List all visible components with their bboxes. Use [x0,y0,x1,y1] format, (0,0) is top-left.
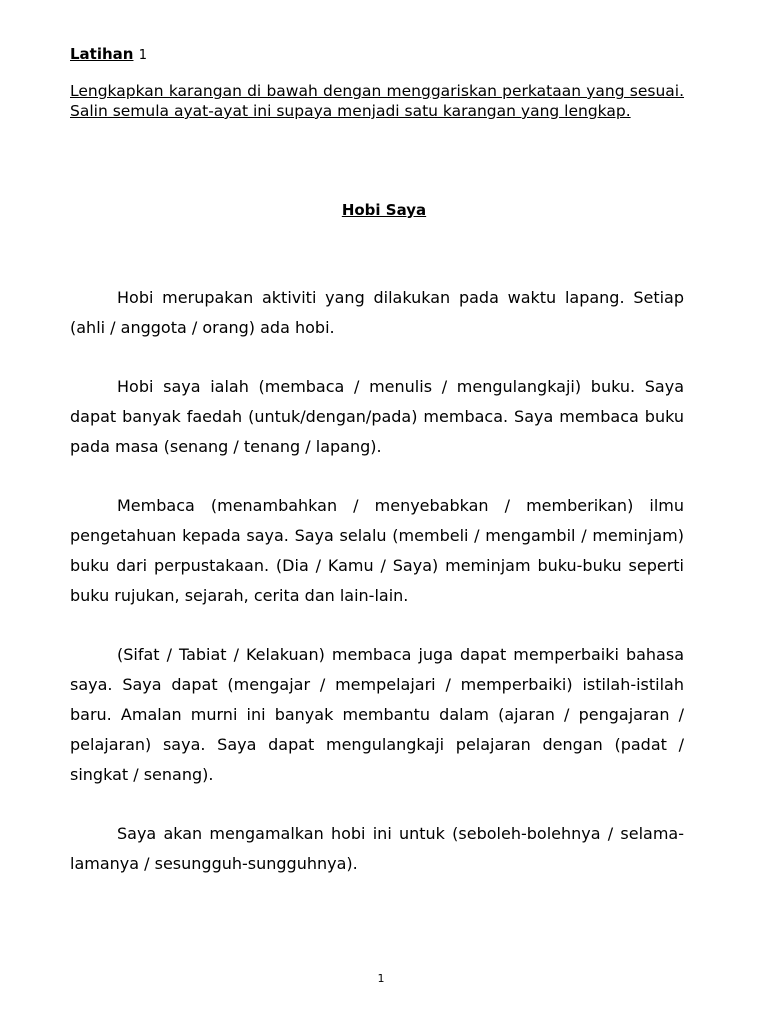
instruction-text: Lengkapkan karangan di bawah dengan menggariskan perkataan yang sesuai. Salin semula ayat-ayat ini supaya menjadi satu karangan yang lengkap. [70,82,684,120]
essay-paragraph-4: (Sifat / Tabiat / Kelakuan) membaca juga dapat memperbaiki bahasa saya. Saya dapat (mengajar / mempelajari / memperbaiki) istilah-istilah baru. Amalan murni ini banyak membantu dalam (ajaran / pengajaran / pelajaran) saya. Saya dapat mengulangkaji pelajaran dengan (padat / singkat / senang). [70,645,684,784]
essay-paragraph-3: Membaca (menambahkan / menyebabkan / memberikan) ilmu pengetahuan kepada saya. Saya selalu (membeli / mengambil / meminjam) buku dari perpustakaan. (Dia / Kamu / Saya) meminjam buku-buku seperti buku rujukan, sejarah, cerita dan lain-lain. [70,496,684,605]
exercise-number: 1 [138,48,147,63]
essay-paragraph-2: Hobi saya ialah (membaca / menulis / mengulangkaji) buku. Saya dapat banyak faedah (untuk/dengan/pada) membaca. Saya membaca buku pada masa (senang / tenang / lapang). [70,377,684,456]
exercise-label: Latihan [70,45,134,63]
essay-paragraph-5: Saya akan mengamalkan hobi ini untuk (seboleh-bolehnya / selama- lamanya / sesungguh-sungguhnya). [70,824,684,873]
essay-title: Hobi Saya [341,201,427,219]
exercise-heading [70,44,147,66]
essay-paragraph-1: Hobi merupakan aktiviti yang dilakukan pada waktu lapang. Setiap (ahli / anggota / orang) ada hobi. [70,288,684,337]
page-number: 1 [377,972,385,985]
